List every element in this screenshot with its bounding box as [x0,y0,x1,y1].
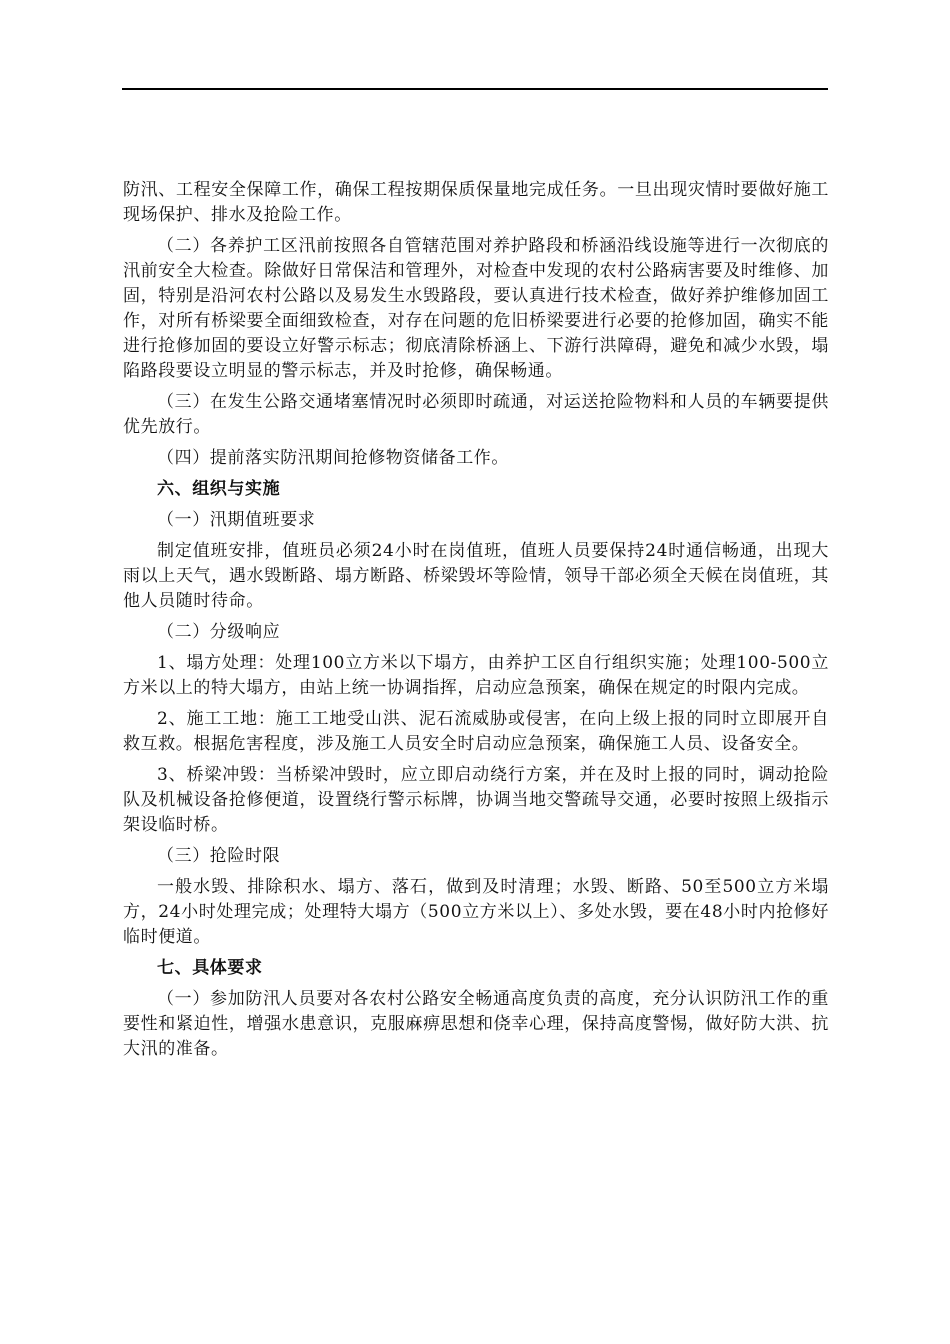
paragraph-item-3: （三）在发生公路交通堵塞情况时必须即时疏通，对运送抢险物料和人员的车辆要提供优先放行。 [123,392,829,437]
header-rule [122,88,828,90]
paragraph-landslide-handling: 1、塌方处理：处理100立方米以下塌方，由养护工区自行组织实施；处理100-500立方米以上的特大塌方，由站上统一协调指挥，启动应急预案，确保在规定的时限内完成。 [123,653,829,698]
paragraph-bridge-washout: 3、桥梁冲毁：当桥梁冲毁时，应立即启动绕行方案，并在及时上报的同时，调动抢险队及机械设备抢修便道，设置绕行警示标牌，协调当地交警疏导交通，必要时按照上级指示架设临时桥。 [123,765,829,835]
paragraph-specific-requirement-1: （一）参加防汛人员要对各农村公路安全畅通高度负责的高度，充分认识防汛工作的重要性和紧迫性，增强水患意识，克服麻痹思想和侥幸心理，保持高度警惕，做好防大洪、抗大汛的准备。 [123,989,829,1059]
subheading-graded-response: （二）分级响应 [157,622,281,642]
section-heading-7: 七、具体要求 [157,958,263,978]
paragraph-duty-arrangement: 制定值班安排，值班员必须24小时在岗值班，值班人员要保持24时通信畅通，出现大雨以上天气，遇水毁断路、塌方断路、桥梁毁坏等险情，领导干部必须全天候在岗值班，其他人员随时待命。 [123,541,829,611]
paragraph-item-4: （四）提前落实防汛期间抢修物资储备工作。 [157,448,509,468]
section-heading-6: 六、组织与实施 [157,479,281,499]
paragraph-construction-site: 2、施工工地：施工工地受山洪、泥石流威胁或侵害，在向上级上报的同时立即展开自救互救。根据危害程度，涉及施工人员安全时启动应急预案，确保施工人员、设备安全。 [123,709,829,754]
document-body [123,178,829,1068]
paragraph-time-limit-details: 一般水毁、排除积水、塌方、落石，做到及时清理；水毁、断路、50至500立方米塌方，24小时处理完成；处理特大塌方（500立方米以上）、多处水毁，要在48小时内抢修好临时便道。 [123,877,829,947]
subheading-time-limit: （三）抢险时限 [157,846,281,866]
paragraph-continuation: 防汛、工程安全保障工作，确保工程按期保质保量地完成任务。一旦出现灾情时要做好施工现场保护、排水及抢险工作。 [123,180,829,225]
subheading-duty-requirements: （一）汛期值班要求 [157,510,316,530]
paragraph-item-2: （二）各养护工区汛前按照各自管辖范围对养护路段和桥涵沿线设施等进行一次彻底的汛前安全大检查。除做好日常保洁和管理外，对检查中发现的农村公路病害要及时维修、加固，特别是沿河农村公路以及易发生水毁路段，要认真进行技术检查，做好养护维修加固工作，对所有桥梁要全面细致检查，对存在问题的危旧桥梁要进行必要的抢修加固，确实不能进行抢修加固的要设立好警示标志；彻底清除桥涵上、下游行洪障碍，避免和减少水毁，塌陷路段要设立明显的警示标志，并及时抢修，确保畅通。 [123,236,829,381]
